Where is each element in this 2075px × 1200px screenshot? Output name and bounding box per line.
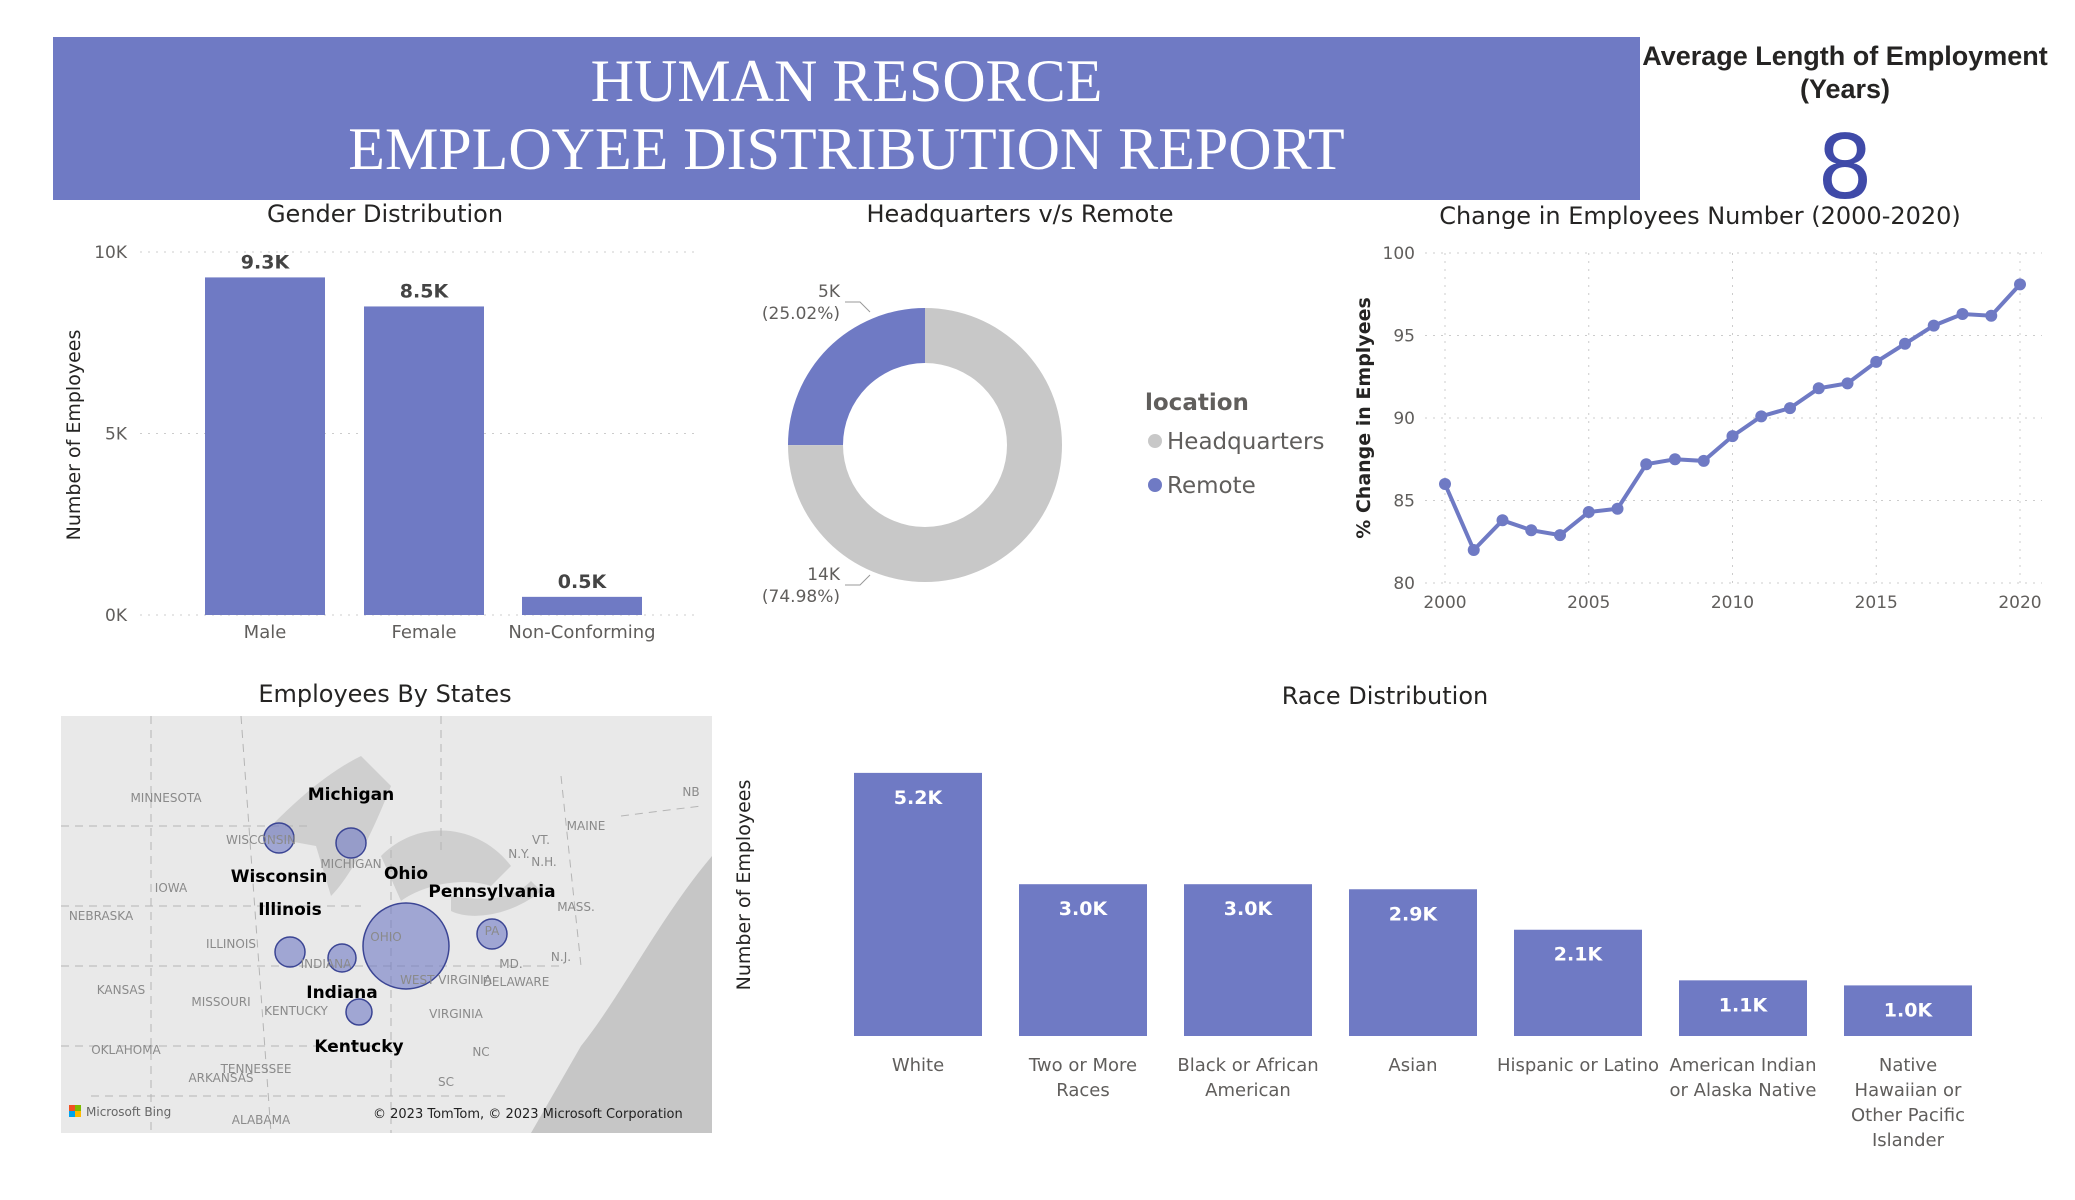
bar-non-conforming — [522, 597, 642, 615]
location-donut-chart — [740, 240, 1340, 640]
leader-line — [845, 302, 870, 312]
y-axis-label: Number of Employees — [733, 779, 755, 991]
hq-value-label: 14K — [807, 565, 840, 585]
gender-chart-title: Gender Distribution — [266, 200, 504, 228]
location-chart-title: Headquarters v/s Remote — [866, 200, 1174, 228]
data-point-2008[interactable] — [1669, 453, 1681, 465]
data-point-2003[interactable] — [1525, 524, 1537, 536]
state-label-ohio: Ohio — [383, 864, 429, 884]
x-tick-label: 2005 — [1567, 593, 1611, 613]
y-tick-label: 95 — [1393, 326, 1415, 347]
y-tick-label: 5K — [105, 424, 127, 445]
base-map-label: VT. — [532, 833, 550, 847]
y-axis-label: % Change in Emplyees — [1353, 297, 1375, 539]
y-tick-label: 0K — [105, 606, 127, 626]
remote-pct-label: (25.02%) — [761, 304, 840, 324]
map-title: Employees By States — [258, 680, 512, 708]
x-tick-label: Hispanic or Latino — [1496, 1055, 1660, 1076]
base-map-label: KENTUCKY — [264, 1004, 328, 1018]
data-point-2002[interactable] — [1497, 514, 1509, 526]
bing-logo-icon — [75, 1111, 81, 1117]
legend-marker-remote — [1148, 478, 1162, 492]
kpi-label: Average Length of Employment (Years) — [1642, 41, 2048, 104]
base-map-label: ILLINOIS — [205, 937, 257, 951]
base-map-label: ARKANSAS — [188, 1071, 254, 1085]
base-map-label: MISSOURI — [191, 995, 251, 1009]
data-label: 2.9K — [1388, 903, 1438, 926]
base-map-label: NC — [472, 1045, 490, 1059]
bing-logo-icon — [75, 1105, 81, 1111]
bar-male — [205, 277, 325, 615]
legend-item-remote[interactable]: Remote — [1167, 473, 1256, 499]
data-point-2013[interactable] — [1813, 382, 1825, 394]
data-label: 0.5K — [557, 570, 607, 593]
y-tick-label: 100 — [1382, 244, 1415, 264]
x-tick-label: Non-Conforming — [508, 622, 656, 643]
data-point-2004[interactable] — [1554, 529, 1566, 541]
y-axis-label: Number of Employees — [63, 329, 85, 541]
data-label: 5.2K — [893, 786, 943, 809]
bar-female — [364, 306, 484, 615]
x-tick-label: White — [891, 1055, 945, 1076]
data-point-2012[interactable] — [1784, 402, 1796, 414]
data-point-2006[interactable] — [1612, 503, 1624, 515]
base-map-label: TENNESSEE — [220, 1062, 292, 1076]
data-point-2011[interactable] — [1755, 410, 1767, 422]
y-tick-label: 90 — [1393, 409, 1415, 429]
data-label: 2.1K — [1553, 943, 1603, 966]
data-point-2000[interactable] — [1439, 478, 1451, 490]
data-label: 3.0K — [1223, 898, 1273, 921]
state-label-indiana: Indiana — [306, 983, 378, 1003]
y-tick-label: 10K — [94, 243, 127, 263]
data-point-2010[interactable] — [1727, 430, 1739, 442]
x-tick-label: 2015 — [1854, 593, 1898, 613]
base-map-label: SC — [438, 1075, 454, 1089]
y-tick-label: 80 — [1393, 574, 1415, 594]
data-label: 8.5K — [399, 280, 449, 303]
base-map-label: OHIO — [370, 930, 402, 944]
base-map-label: DELAWARE — [482, 975, 550, 989]
race-chart-title: Race Distribution — [1281, 682, 1489, 710]
x-tick-label: 2000 — [1423, 593, 1467, 613]
base-map-label: OKLAHOMA — [91, 1043, 161, 1057]
base-map-label: NB — [682, 785, 700, 799]
change-line-chart — [1330, 230, 2075, 630]
hq-pct-label: (74.98%) — [761, 587, 840, 607]
data-label: 3.0K — [1058, 898, 1108, 921]
race-chart — [720, 720, 2020, 1060]
base-map-label: N.H. — [531, 855, 557, 869]
data-point-2015[interactable] — [1870, 356, 1882, 368]
base-map-label: ALABAMA — [231, 1113, 291, 1127]
bing-logo-text: Microsoft Bing — [86, 1105, 172, 1119]
slice-remote[interactable] — [788, 308, 925, 445]
bing-logo-icon — [69, 1105, 75, 1111]
state-label-michigan: Michigan — [307, 785, 395, 805]
data-label: 1.1K — [1718, 994, 1768, 1017]
base-map-label: N.J. — [550, 950, 572, 964]
data-point-2019[interactable] — [1985, 310, 1997, 322]
employees-map[interactable] — [61, 716, 712, 1133]
base-map-label: N.Y. — [508, 847, 530, 861]
x-tick-label: 2010 — [1710, 593, 1755, 613]
data-point-2005[interactable] — [1583, 506, 1595, 518]
title-line-1: HUMAN RESORCE — [590, 48, 1103, 114]
legend-item-headquarters[interactable]: Headquarters — [1167, 429, 1325, 455]
data-label: 9.3K — [240, 251, 290, 274]
title-line-2: EMPLOYEE DISTRIBUTION REPORT — [348, 116, 1345, 182]
report-title-banner — [53, 37, 1640, 200]
gender-chart — [0, 230, 720, 650]
base-map-label: MINNESOTA — [130, 791, 202, 805]
remote-value-label: 5K — [818, 282, 840, 302]
legend-marker-headquarters — [1148, 434, 1162, 448]
x-tick-label: 2020 — [1998, 593, 2042, 613]
data-point-2016[interactable] — [1899, 338, 1911, 350]
base-map-label: KANSAS — [96, 983, 146, 997]
data-point-2018[interactable] — [1957, 308, 1969, 320]
x-tick-label: Native Hawaiian or Other Pacific Islander — [1850, 1055, 1966, 1151]
x-tick-label: Male — [243, 622, 287, 643]
data-point-2009[interactable] — [1698, 455, 1710, 467]
base-map-label: MD. — [499, 957, 523, 971]
x-tick-label: Black or African American — [1177, 1055, 1319, 1101]
change-chart-title: Change in Employees Number (2000-2020) — [1439, 202, 1961, 230]
base-map-label: PA — [484, 924, 500, 938]
base-map-label: WEST VIRGINIA — [400, 973, 492, 987]
base-map-label: NEBRASKA — [68, 909, 134, 923]
base-map-label: MASS. — [557, 900, 595, 914]
x-tick-label: American Indian or Alaska Native — [1669, 1055, 1817, 1101]
x-tick-label: Asian — [1388, 1055, 1438, 1076]
bubble-michigan[interactable] — [336, 828, 366, 858]
data-point-2020[interactable] — [2014, 278, 2026, 290]
leader-line — [845, 575, 870, 585]
map-attribution: © 2023 TomTom, © 2023 Microsoft Corporation — [373, 1107, 683, 1122]
state-label-pennsylvania: Pennsylvania — [428, 882, 556, 902]
data-point-2007[interactable] — [1640, 458, 1652, 470]
data-point-2017[interactable] — [1928, 320, 1940, 332]
x-tick-label: Two or More Races — [1028, 1055, 1138, 1101]
x-tick-label: Female — [391, 622, 457, 643]
data-point-2001[interactable] — [1468, 544, 1480, 556]
base-map-label: MICHIGAN — [320, 857, 382, 871]
data-label: 1.0K — [1883, 999, 1933, 1022]
kpi-value: 8 — [1817, 116, 1873, 219]
y-tick-label: 85 — [1393, 491, 1415, 512]
state-label-kentucky: Kentucky — [314, 1037, 404, 1057]
base-map-label: MAINE — [566, 819, 606, 833]
base-map-label: INDIANA — [300, 957, 352, 971]
bing-logo-icon — [69, 1111, 75, 1117]
base-map-label: IOWA — [154, 881, 188, 895]
base-map-label: VIRGINIA — [429, 1007, 483, 1021]
race-bar[interactable] — [854, 773, 982, 1036]
base-map-label: WISCONSIN — [226, 833, 296, 847]
state-label-wisconsin: Wisconsin — [230, 867, 328, 887]
legend-title: location — [1145, 390, 1249, 416]
data-point-2014[interactable] — [1842, 377, 1854, 389]
state-label-illinois: Illinois — [258, 900, 322, 920]
